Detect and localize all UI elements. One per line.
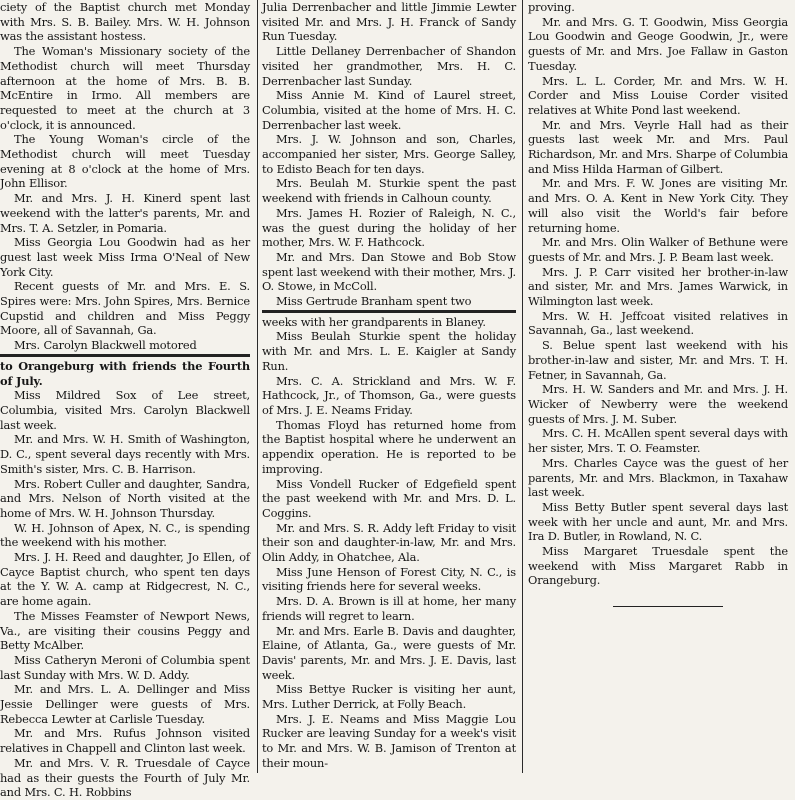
- news-item: Miss Catheryn Meroni of Columbia spent last Sunday with Mrs. W. D. Addy.: [0, 652, 250, 682]
- news-item: Miss June Henson of Forest City, N. C., is visiting friends here for several weeks.: [262, 564, 516, 594]
- news-item: Mr. and Mrs. S. R. Addy left Friday to visit their son and daughter-in-law, Mr. and Mrs. Olin Addy, in Ohatchee, Ala.: [262, 520, 516, 565]
- news-item: Mr. and Mrs. G. T. Goodwin, Miss Georgia Lou Goodwin and Geoge Goodwin, Jr., were guests of Mr. and Mrs. Joe Fallaw in Gaston Tuesday.: [528, 14, 788, 73]
- news-item: Mrs. W. H. Jeffcoat visited relatives in Savannah, Ga., last weekend.: [528, 308, 788, 338]
- news-item: Mrs. Robert Culler and daughter, Sandra, and Mrs. Nelson of North visited at the home of Mrs. W. H. Johnson Thursday.: [0, 476, 250, 520]
- news-item: Miss Gertrude Branham spent two: [276, 294, 472, 309]
- news-item: Miss Bettye Rucker is visiting her aunt, Mrs. Luther Derrick, at Folly Beach.: [262, 682, 516, 712]
- news-item: Mr. and Mrs. Dan Stowe and Bob Stow spent last weekend with their mother, Mrs. J. O. Stowe, in McColl.: [262, 249, 516, 294]
- news-item: Mrs. L. L. Corder, Mr. and Mrs. W. H. Corder and Miss Louise Corder visited relatives at White Pond last weekend.: [528, 73, 788, 117]
- news-item: The Woman's Missionary society of the Methodist church will meet Thursday afternoon at the home of Mrs. B. B. McEntire in Irmo. All members are requested to meet at the church at 3 o'clock, it is announced.: [0, 44, 250, 132]
- column-1: [0, 0, 250, 800]
- news-item: Miss Betty Butler spent several days last week with her uncle and aunt, Mr. and Mrs. Ira D. Butler, in Rowland, N. C.: [528, 499, 788, 544]
- column-2: [262, 0, 516, 773]
- news-item: Miss Georgia Lou Goodwin had as her guest last week Miss Irma O'Neal of New York City.: [0, 235, 250, 279]
- news-item: Mr. and Mrs. W. H. Smith of Washington, D. C., spent several days recently with Mrs. Smith's sister, Mrs. C. B. Harrison.: [0, 432, 250, 476]
- news-item: Mr. and Mrs. J. H. Kinerd spent last weekend with the latter's parents, Mr. and Mrs. T. A. Setzler, in Pomaria.: [0, 191, 250, 235]
- news-item: W. H. Johnson of Apex, N. C., is spending the weekend with his mother.: [0, 520, 250, 550]
- news-item: Recent guests of Mr. and Mrs. E. S. Spires were: Mrs. John Spires, Mrs. Bernice Cupstid and children and Miss Peggy Moore, all of Savannah, Ga.: [0, 279, 250, 338]
- news-item: Mrs. James H. Rozier of Raleigh, N. C., was the guest during the holiday of her mother, Mrs. W. F. Hathcock.: [262, 205, 516, 250]
- column-3: [528, 0, 788, 773]
- end-rule: [613, 606, 723, 607]
- news-item: Mrs. C. A. Strickland and Mrs. W. F. Hathcock, Jr., of Thomson, Ga., were guests of Mrs. J. E. Neams Friday.: [262, 373, 516, 417]
- news-item: Mr. and Mrs. Veyrle Hall had as their guests last week Mr. and Mrs. Paul Richardson, Mr. and Mrs. Sharpe of Columbia and Miss Hilda Harman of Gilbert.: [528, 117, 788, 176]
- news-item: Mrs. Carolyn Blackwell motored: [14, 338, 197, 353]
- news-item: Mr. and Mrs. Rufus Johnson visited relatives in Chappell and Clinton last week.: [0, 726, 250, 756]
- news-item: Mrs. J. H. Reed and daughter, Jo Ellen, of Cayce Baptist church, who spent ten days at the Y. W. A. camp at Ridgecrest, N. C., are home again.: [0, 550, 250, 609]
- news-item: The Young Woman's circle of the Methodist church will meet Tuesday evening at 8 o'clock at the home of Mrs. John Ellisor.: [0, 132, 250, 191]
- news-item: Mrs. Charles Cayce was the guest of her parents, Mr. and Mrs. Blackmon, in Taxahaw last week.: [528, 455, 788, 500]
- news-item: Mr. and Mrs. V. R. Truesdale of Cayce had as their guests the Fourth of July Mr. and Mrs. C. H. Robbins: [0, 755, 250, 800]
- news-item: Thomas Floyd has returned home from the Baptist hospital where he underwent an appendix operation. He is reported to be improving.: [262, 417, 516, 476]
- news-item: Little Dellaney Derrenbacher of Shandon visited her grandmother, Mrs. H. C. Derrenbacher last Sunday.: [262, 44, 516, 88]
- news-item: Mr. and Mrs. F. W. Jones are visiting Mr. and Mrs. O. A. Kent in New York City. They will also visit the World's fair before returning home.: [528, 176, 788, 235]
- news-item: Mrs. Beulah M. Sturkie spent the past weekend with friends in Calhoun county.: [262, 176, 516, 206]
- news-item: Miss Mildred Sox of Lee street, Columbia, visited Mrs. Carolyn Blackwell last week.: [0, 388, 250, 432]
- news-item: to Orangeburg with friends the Fourth of July.: [0, 358, 250, 388]
- news-item: Mrs. J. P. Carr visited her brother-in-law and sister, Mr. and Mrs. James Warwick, in Wilmington last week.: [528, 264, 788, 309]
- news-item: Miss Margaret Truesdale spent the weekend with Miss Margaret Rabb in Orangeburg.: [528, 544, 788, 588]
- column-divider: [257, 0, 258, 773]
- news-item: Mrs. H. W. Sanders and Mr. and Mrs. J. H. Wicker of Newberry were the weekend guests of Mrs. J. M. Suber.: [528, 382, 788, 426]
- news-item: ciety of the Baptist church met Monday with Mrs. S. B. Bailey. Mrs. W. H. Johnson was the assistant hostess.: [0, 0, 250, 44]
- news-item: Mrs. J. W. Johnson and son, Charles, accompanied her sister, Mrs. George Salley, to Edisto Beach for ten days.: [262, 132, 516, 176]
- news-item: Miss Annie M. Kind of Laurel street, Columbia, visited at the home of Mrs. H. C. Derrenbacher last week.: [262, 88, 516, 132]
- news-item: Julia Derrenbacher and little Jimmie Lewter visited Mr. and Mrs. J. H. Franck of Sandy Run Tuesday.: [262, 0, 516, 44]
- news-item: Mrs. C. H. McAllen spent several days with her sister, Mrs. T. O. Feamster.: [528, 426, 788, 456]
- news-item: S. Belue spent last weekend with his brother-in-law and sister, Mr. and Mrs. T. H. Fetner, in Savannah, Ga.: [528, 338, 788, 382]
- news-item: Miss Beulah Sturkie spent the holiday with Mr. and Mrs. L. E. Kaigler at Sandy Run.: [262, 329, 516, 373]
- clipping-seam: [0, 354, 250, 357]
- column-divider: [522, 0, 523, 773]
- news-item: Mrs. D. A. Brown is ill at home, her many friends will regret to learn.: [262, 594, 516, 623]
- clipping-seam: [262, 310, 516, 313]
- news-item: Mr. and Mrs. Earle B. Davis and daughter, Elaine, of Atlanta, Ga., were guests of Mr. Davis' parents, Mr. and Mrs. J. E. Davis, last week.: [262, 623, 516, 682]
- news-item: Mrs. J. E. Neams and Miss Maggie Lou Rucker are leaving Sunday for a week's visit to Mr. and Mrs. W. B. Jamison of Trenton at their moun-: [262, 711, 516, 770]
- news-item: Mr. and Mrs. L. A. Dellinger and Miss Jessie Dellinger were guests of Mrs. Rebecca Lewter at Carlisle Tuesday.: [0, 682, 250, 726]
- news-item: Mr. and Mrs. Olin Walker of Bethune were guests of Mr. and Mrs. J. P. Beam last week.: [528, 235, 788, 264]
- news-item: Miss Vondell Rucker of Edgefield spent the past weekend with Mr. and Mrs. D. L. Coggins.: [262, 476, 516, 520]
- news-item: proving.: [528, 0, 575, 14]
- news-item: The Misses Feamster of Newport News, Va., are visiting their cousins Peggy and Betty McAlber.: [0, 608, 250, 653]
- news-item: weeks with her grandparents in Blaney.: [262, 314, 486, 329]
